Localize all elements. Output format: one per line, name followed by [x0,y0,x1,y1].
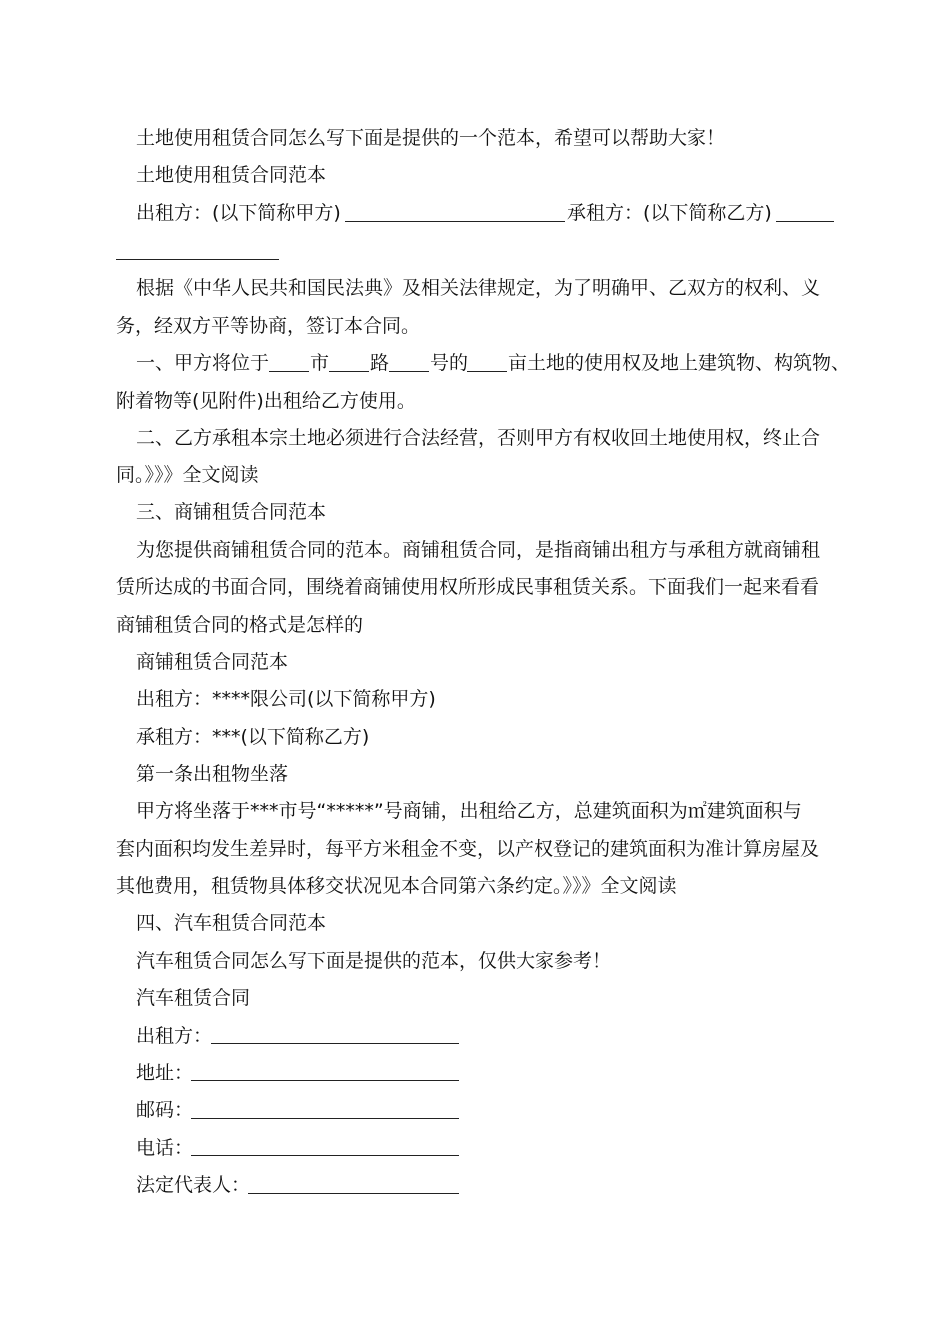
lessor-label: 出租方：(以下简称甲方) [136,202,341,224]
read-more-link[interactable]: 其他费用，租赁物具体移交状况见本合同第六条约定。》》》全文阅读 [116,875,677,897]
city-blank [269,371,309,372]
car-contract-title: 汽车租赁合同 [136,987,251,1009]
intro-text: 土地使用租赁合同怎么写下面是提供的一个范本，希望可以帮助大家！ [136,127,726,149]
phone-blank [191,1155,459,1156]
address-label: 地址： [136,1062,194,1084]
paragraph-line: 二、乙方承租本宗土地必须进行合法经营，否则甲方有权收回土地使用权，终止合 [136,427,821,449]
road-blank [329,371,369,372]
car-lessor-blank [211,1043,459,1044]
clause-one-city: 市 [310,352,330,374]
paragraph-line: 商铺租赁合同的格式是怎样的 [116,614,364,636]
car-lessor-label: 出租方： [136,1025,213,1047]
section-heading: 三、商铺租赁合同范本 [136,501,327,523]
clause-one-road: 路 [370,352,390,374]
paragraph-line: 赁所达成的书面合同，围绕着商铺使用权所形成民事租赁关系。下面我们一起来看看 [116,576,820,598]
area-blank [467,371,507,372]
number-blank [389,371,429,372]
section-heading: 四、汽车租赁合同范本 [136,912,327,934]
lessee-blank [776,221,834,222]
land-contract-title: 土地使用租赁合同范本 [136,164,327,186]
paragraph-line: 为您提供商铺租赁合同的范本。商铺租赁合同，是指商铺出租方与承租方就商铺租 [136,539,821,561]
postcode-blank [191,1118,459,1119]
shop-contract-title: 商铺租赁合同范本 [136,651,289,673]
paragraph-line: 甲方将坐落于***市号“*****”号商铺，出租给乙方，总建筑面积为㎡建筑面积与 [136,800,802,822]
paragraph-line: 套内面积均发生差异时，每平方米租金不变，以产权登记的建筑面积为准计算房屋及 [116,838,820,860]
article-heading: 第一条出租物坐落 [136,763,289,785]
lessee-label: 承租方：(以下简称乙方) [567,202,772,224]
clause-one-rest: 亩土地的使用权及地上建筑物、构筑物、 [508,352,851,374]
clause-one-number: 号的 [430,352,469,374]
legal-rep-blank [248,1193,459,1194]
address-blank [191,1080,459,1081]
lessor-blank [345,221,565,222]
lessee-blank-continued [116,259,279,260]
clause-one-start: 一、甲方将位于 [136,352,270,374]
paragraph-line: 附着物等(见附件)出租给乙方使用。 [116,390,416,412]
read-more-link[interactable]: 同。》》》全文阅读 [116,464,259,486]
postcode-label: 邮码： [136,1099,194,1121]
phone-label: 电话： [136,1137,194,1159]
paragraph-line: 务，经双方平等协商，签订本合同。 [116,315,421,337]
legal-rep-label: 法定代表人： [136,1174,251,1196]
shop-lessee: 承租方：***(以下简称乙方) [136,726,370,748]
shop-lessor: 出租方：****限公司(以下简称甲方) [136,688,436,710]
paragraph-line: 根据《中华人民共和国民法典》及相关法律规定，为了明确甲、乙双方的权利、义 [136,277,821,299]
paragraph-line: 汽车租赁合同怎么写下面是提供的范本，仅供大家参考！ [136,950,612,972]
